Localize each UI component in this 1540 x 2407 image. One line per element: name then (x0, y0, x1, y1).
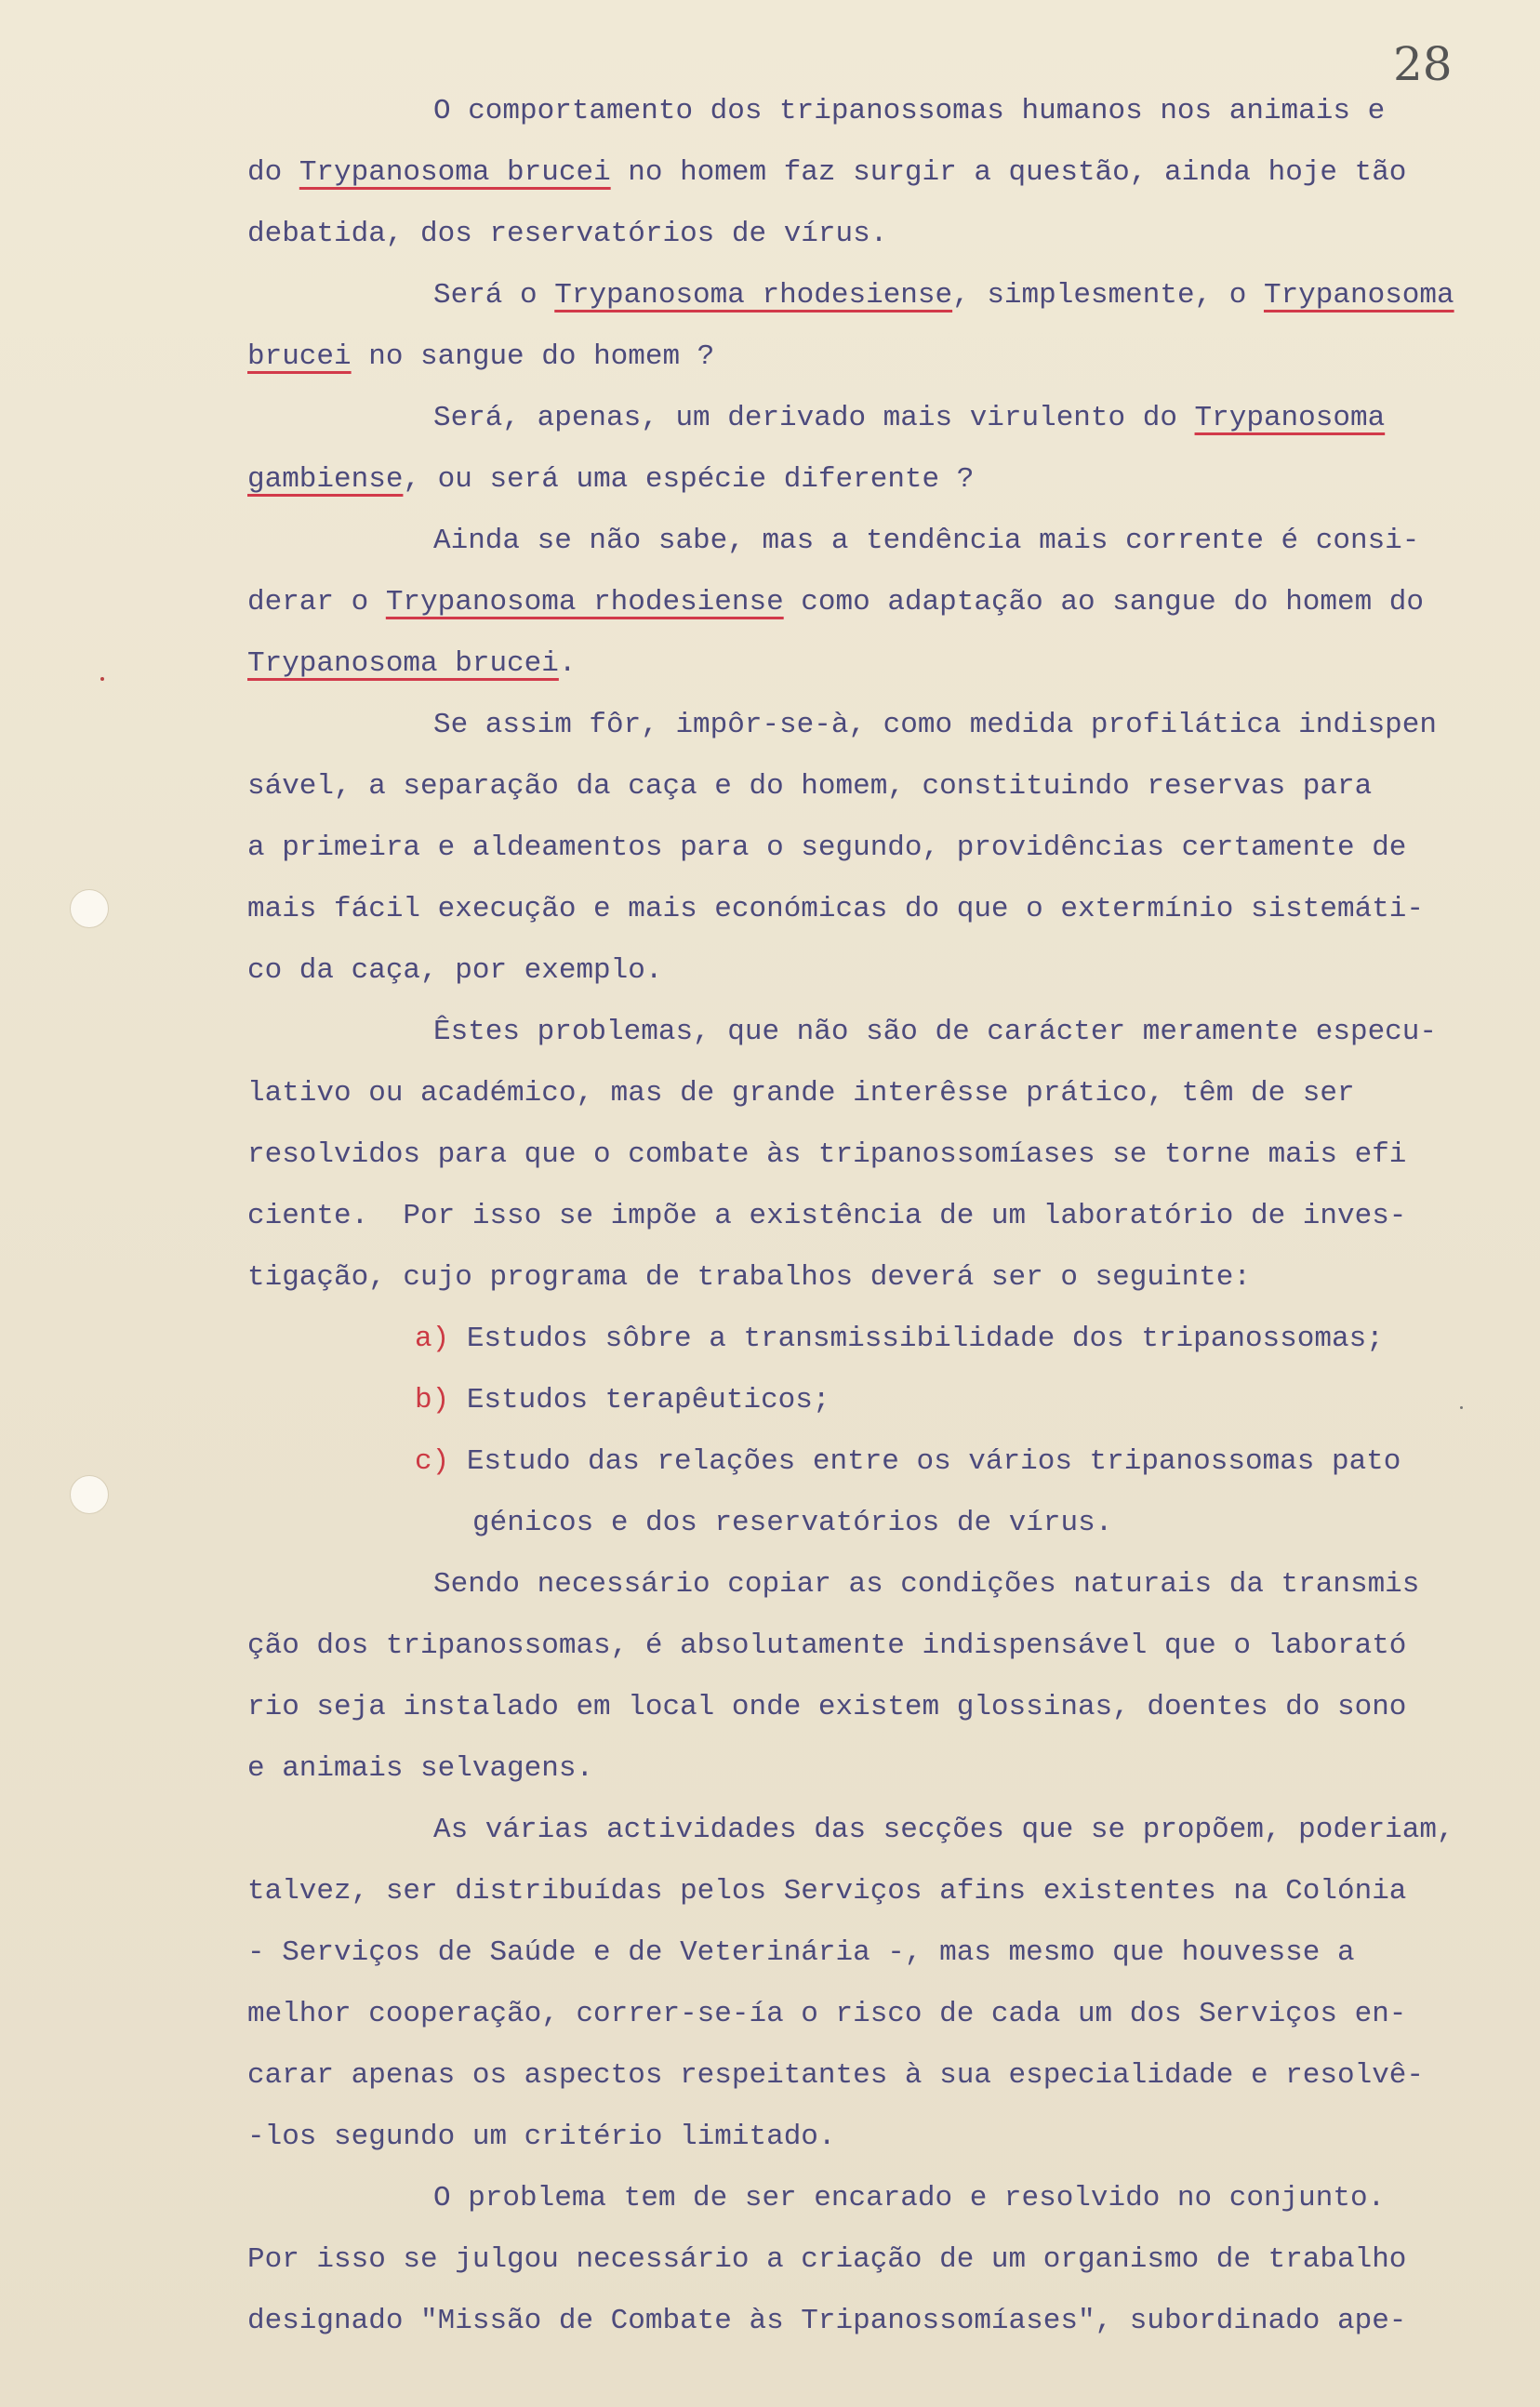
text-segment: O problema tem de ser encarado e resolvido no conjunto. (433, 2182, 1386, 2214)
text-line (247, 1754, 593, 1783)
text-segment: debatida, dos reservatórios de vírus. (247, 218, 888, 250)
list-marker: b) (415, 1384, 450, 1416)
text-line (247, 2307, 1406, 2335)
text-segment: Ainda se não sabe, mas a tendência mais corrente é consi- (433, 525, 1420, 557)
text-segment: tigação, cujo programa de trabalhos deverá ser o seguinte: (247, 1261, 1251, 1294)
text-line (247, 342, 714, 371)
list-marker: c) (415, 1445, 450, 1478)
text-line (247, 158, 1406, 187)
text-segment: -los segundo um critério limitado. (247, 2121, 836, 2153)
text-segment: ciente. Por isso se impõe a existência de um laboratório de inves- (247, 1200, 1407, 1232)
text-segment: e animais selvagens. (247, 1752, 594, 1785)
text-segment: Será, apenas, um derivado mais virulento do (433, 402, 1195, 434)
text-line (472, 1509, 1112, 1537)
text-line (247, 1140, 1406, 1169)
text-segment: Estudos sôbre a transmissibilidade dos tripanossomas; (449, 1323, 1384, 1355)
ink-speck (1460, 1406, 1463, 1409)
text-line (247, 588, 1424, 617)
text-segment: génicos e dos reservatórios de vírus. (472, 1507, 1113, 1539)
text-line (415, 1386, 830, 1415)
text-line (247, 895, 1424, 924)
text-line (433, 404, 1385, 432)
page-number: 28 (1393, 37, 1453, 91)
text-segment: mais fácil execução e mais económicas do que o extermínio sistemáti- (247, 893, 1425, 925)
text-line (433, 526, 1419, 555)
text-segment: Se assim fôr, impôr-se-à, como medida profilática indispen (433, 709, 1437, 741)
underlined-term: brucei (247, 340, 352, 373)
text-segment: sável, a separação da caça e do homem, constituindo reservas para (247, 770, 1373, 803)
underlined-term: Trypanosoma rhodesiense (554, 279, 953, 312)
text-segment: talvez, ser distribuídas pelos Serviços afins existentes na Colónia (247, 1875, 1407, 1908)
text-line (247, 1877, 1406, 1906)
text-segment: - Serviços de Saúde e de Veterinária -, mas mesmo que houvesse a (247, 1936, 1355, 1969)
text-segment: carar apenas os aspectos respeitantes à sua especialidade e resolvê- (247, 2059, 1425, 2092)
text-line (247, 1079, 1355, 1108)
text-line (247, 465, 974, 494)
list-marker: a) (415, 1323, 450, 1355)
punch-hole (70, 1475, 109, 1514)
text-line (415, 1324, 1384, 1353)
text-segment: . (558, 647, 577, 680)
text-segment: co da caça, por exemplo. (247, 954, 663, 987)
text-line (433, 97, 1385, 126)
text-line (433, 711, 1437, 739)
text-segment: O comportamento dos tripanossomas humanos nos animais e (433, 95, 1386, 127)
text-segment: do (247, 156, 299, 189)
text-line (415, 1447, 1401, 1476)
text-line (247, 1693, 1406, 1722)
text-line (247, 1263, 1251, 1292)
underlined-term: Trypanosoma rhodesiense (385, 586, 784, 618)
underlined-term: gambiense (247, 463, 404, 496)
text-segment: como adaptação ao sangue do homem do (783, 586, 1425, 618)
text-line (433, 2184, 1385, 2213)
text-segment: no sangue do homem ? (351, 340, 715, 373)
underlined-term: Trypanosoma brucei (299, 156, 611, 189)
text-segment: resolvidos para que o combate às tripanossomíases se torne mais efi (247, 1138, 1407, 1171)
text-segment: Por isso se julgou necessário a criação de um organismo de trabalho (247, 2243, 1407, 2276)
text-line (247, 219, 887, 248)
text-segment: As várias actividades das secções que se propõem, poderiam, (433, 1814, 1454, 1846)
text-segment: melhor cooperação, correr-se-ía o risco de cada um dos Serviços en- (247, 1998, 1407, 2030)
text-segment: Será o (433, 279, 555, 312)
text-segment: a primeira e aldeamentos para o segundo, providências certamente de (247, 831, 1407, 864)
text-line (247, 2000, 1406, 2028)
text-segment: lativo ou académico, mas de grande interêsse prático, têm de ser (247, 1077, 1355, 1110)
underlined-term: Trypanosoma (1194, 402, 1386, 434)
text-segment: no homem faz surgir a questão, ainda hoje tão (610, 156, 1407, 189)
text-line (247, 2245, 1406, 2274)
ink-speck (100, 677, 104, 681)
text-line (247, 2122, 836, 2151)
text-segment: derar o (247, 586, 386, 618)
text-line (247, 772, 1372, 801)
text-line (247, 1202, 1406, 1230)
text-segment: Êstes problemas, que não são de carácter meramente especu- (433, 1016, 1437, 1048)
underlined-term: Trypanosoma (1263, 279, 1454, 312)
text-segment: Estudo das relações entre os vários tripanossomas pato (449, 1445, 1401, 1478)
text-line (247, 833, 1406, 862)
text-line (247, 1631, 1406, 1660)
text-segment: rio seja instalado em local onde existem glossinas, doentes do sono (247, 1691, 1407, 1723)
text-line (433, 1017, 1437, 1046)
text-line (433, 1815, 1454, 1844)
text-segment: , simplesmente, o (952, 279, 1264, 312)
punch-hole (70, 889, 109, 928)
text-segment: Sendo necessário copiar as condições naturais da transmis (433, 1568, 1420, 1601)
text-line (433, 1570, 1419, 1599)
text-segment: designado "Missão de Combate às Tripanossomíases", subordinado ape- (247, 2305, 1407, 2337)
underlined-term: Trypanosoma brucei (247, 647, 559, 680)
text-segment: , ou será uma espécie diferente ? (403, 463, 975, 496)
text-line (433, 281, 1454, 310)
text-segment: Estudos terapêuticos; (449, 1384, 830, 1416)
text-segment: ção dos tripanossomas, é absolutamente indispensável que o laborató (247, 1629, 1407, 1662)
text-line (247, 1938, 1355, 1967)
text-line (247, 2061, 1424, 2090)
text-line (247, 956, 662, 985)
text-line (247, 649, 576, 678)
